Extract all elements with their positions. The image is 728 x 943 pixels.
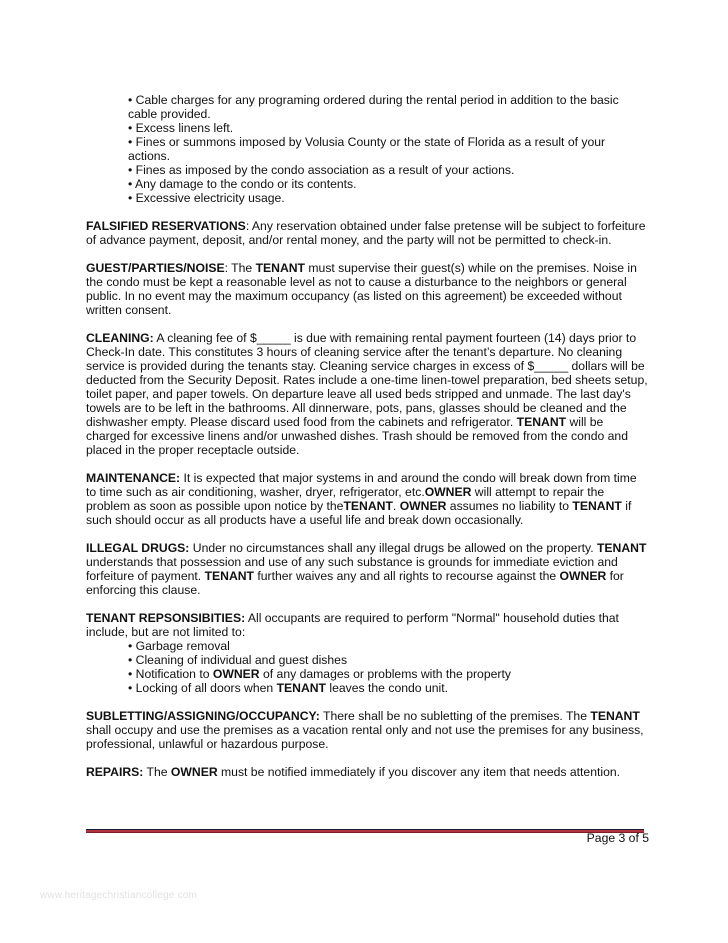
watermark: www.heritagechristiancollege.com <box>40 890 198 901</box>
tenant-term: TENANT <box>590 709 640 723</box>
section-heading: SUBLETTING/ASSIGNING/OCCUPANCY: <box>86 709 320 723</box>
section-guest-parties-noise <box>86 261 648 317</box>
section-heading: TENANT REPSONSIBITIES: <box>86 611 246 625</box>
section-heading: MAINTENANCE: <box>86 471 181 485</box>
owner-term: OWNER <box>399 499 447 513</box>
list-item: • Fines or summons imposed by Volusia County or the state of Florida as a result of your actions. <box>128 135 606 163</box>
section-text: must supervise their guest(s) while on the premises. Noise in the condo must be kept a reasonable level as not to cause a disturbance to the neighbors or general public. In no event may the maximum occupancy (as listed on this agreement) be exceeded without written consent. <box>86 261 637 317</box>
section-heading: CLEANING: <box>86 331 154 345</box>
tenant-term: TENANT <box>516 415 567 429</box>
tenant-term: TENANT <box>255 261 305 275</box>
section-text: : The <box>224 261 256 275</box>
section-cleaning <box>86 331 648 457</box>
section-text: if such should occur as all products have a useful life and break down occasionally. <box>86 499 632 527</box>
section-text: A cleaning fee of $_____ is due with remaining rental payment fourteen (14) days prior to Check-In date. This constitutes 3 hours of cleaning service after the tenant’s departure. No cleaning service is provided during the tenants stay. Cleaning service charges in excess of $_____ dollars will be deducted from the Security Deposit. Rates include a one-time linen-towel preparation, bed sheets setup, toilet paper, and paper towels. On departure leave all used beds stripped and unmade. The last day's towels are to be left in the bathrooms. All dinnerware, pots, pans, glasses should be cleaned and the dishwasher empty. Please discard used food from the cabinets and refrigerator. <box>86 331 648 429</box>
section-text: assumes no liability to <box>446 499 573 513</box>
tenant-term: TENANT <box>343 499 393 513</box>
section-subletting <box>86 709 648 751</box>
section-text: Under no circumstances shall any illegal drugs be allowed on the property. <box>189 541 597 555</box>
section-heading: FALSIFIED RESERVATIONS <box>86 219 246 233</box>
section-text: understands that possession and use of any such substance is grounds for immediate eviction and forfeiture of payment. <box>86 555 618 583</box>
section-text: will be charged for excessive linens and/or unwashed dishes. Trash should be removed from the condo and placed in the proper receptacle outside. <box>86 415 628 457</box>
section-text: further waives any and all rights to recourse against the <box>254 569 560 583</box>
owner-term: OWNER <box>424 485 472 499</box>
section-heading: ILLEGAL DRUGS: <box>86 541 190 555</box>
section-text: There shall be no subletting of the premises. The <box>319 709 591 723</box>
section-text: It is expected that major systems in and around the condo will break down from time to time such as air conditioning, washer, dryer, refrigerator, etc. <box>86 471 637 499</box>
list-item <box>128 667 648 681</box>
list-item: • Cable charges for any programing ordered during the rental period in addition to the basic cable provided. <box>128 93 619 121</box>
section-falsified-reservations <box>86 219 648 247</box>
section-illegal-drugs <box>86 541 648 597</box>
page-body <box>86 93 648 793</box>
section-heading: REPAIRS: <box>86 765 144 779</box>
section-heading: GUEST/PARTIES/NOISE <box>86 261 225 275</box>
section-text: shall occupy and use the premises as a vacation rental only and not use the premises for any business, professional, unlawful or hazardous purpose. <box>86 723 644 751</box>
list-item-text: • Notification to <box>128 667 213 681</box>
owner-term: OWNER <box>559 569 607 583</box>
section-text: The <box>143 765 171 779</box>
list-item: • Any damage to the condo or its contents. <box>128 177 357 191</box>
section-text: . <box>392 499 400 513</box>
section-text: must be notified immediately if you discover any item that needs attention. <box>217 765 621 779</box>
tenant-term: TENANT <box>204 569 254 583</box>
list-item: • Garbage removal <box>128 639 230 653</box>
list-item: • Excess linens left. <box>128 121 234 135</box>
duties-list <box>128 639 648 695</box>
tenant-term: TENANT <box>572 499 622 513</box>
section-text: All occupants are required to perform "Normal" household duties that include, but are not limited to: <box>86 611 619 639</box>
list-item-text: • Locking of all doors when <box>128 681 277 695</box>
section-repairs <box>86 765 648 779</box>
section-tenant-responsibilities <box>86 611 648 639</box>
list-item: • Cleaning of individual and guest dishes <box>128 653 348 667</box>
charges-list <box>128 93 648 205</box>
list-item: • Fines as imposed by the condo association as a result of your actions. <box>128 163 515 177</box>
list-item <box>128 681 648 695</box>
page-number: Page 3 of 5 <box>586 831 649 845</box>
section-maintenance <box>86 471 648 527</box>
footer-divider <box>86 829 644 833</box>
owner-term: OWNER <box>170 765 218 779</box>
tenant-term: TENANT <box>596 541 647 555</box>
section-text: for enforcing this clause. <box>86 569 624 597</box>
list-item: • Excessive electricity usage. <box>128 191 285 205</box>
list-item-text: of any damages or problems with the property <box>259 667 511 681</box>
owner-term: OWNER <box>212 667 260 681</box>
list-item-text: leaves the condo unit. <box>326 681 448 695</box>
section-text: : Any reservation obtained under false pretense will be subject to forfeiture of advance payment, deposit, and/or rental money, and the party will not be permitted to check-in. <box>86 219 646 247</box>
section-text: will attempt to repair the problem as soon as possible upon notice by the <box>86 485 605 513</box>
tenant-term: TENANT <box>276 681 327 695</box>
